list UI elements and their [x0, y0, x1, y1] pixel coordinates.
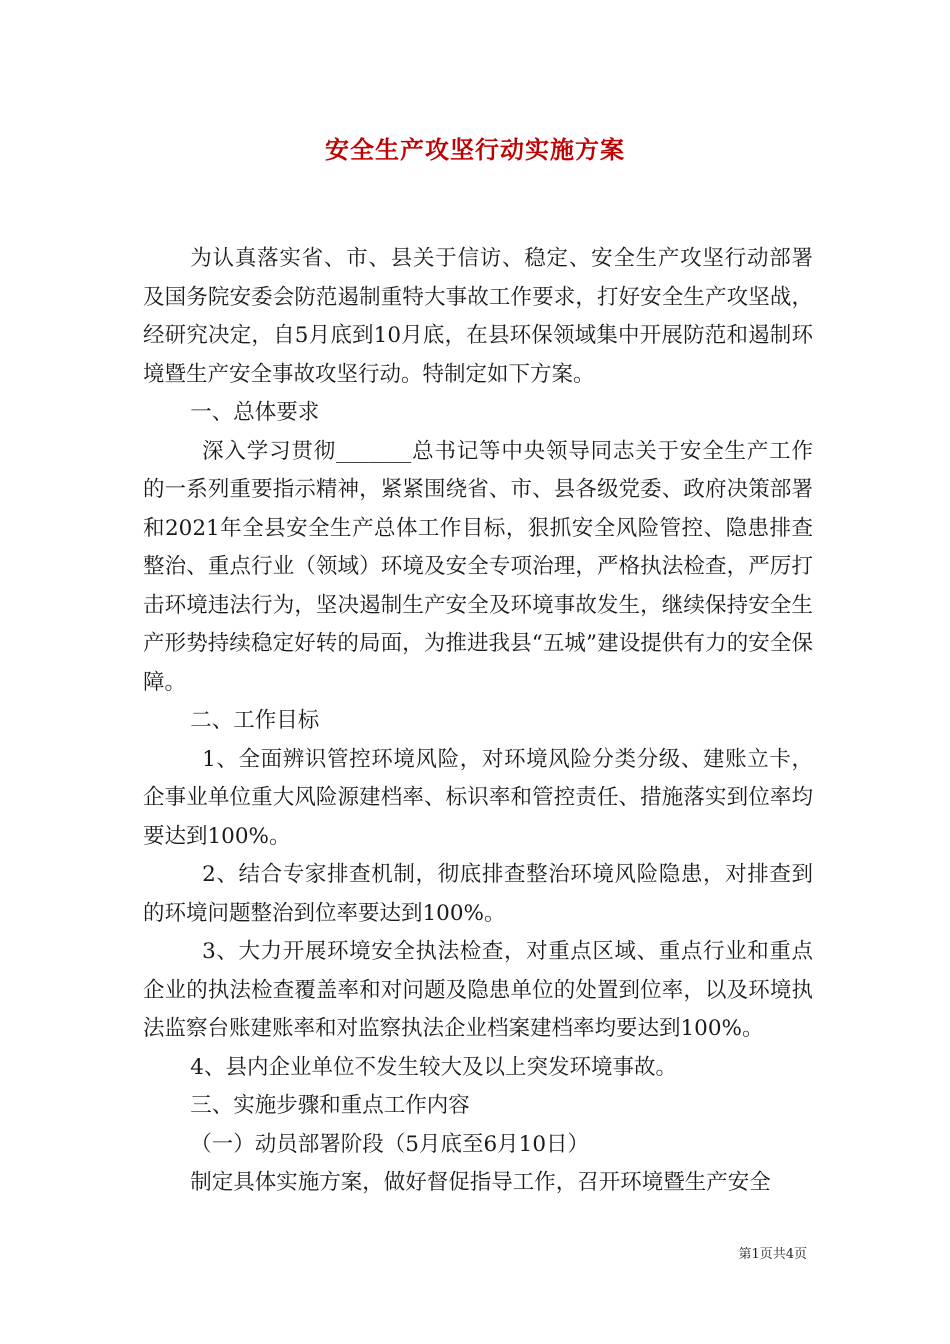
paragraph-goal-1: 1、全面辨识管控环境风险，对环境风险分类分级、建账立卡，企事业单位重大风险源建档率、标识率和管控责任、措施落实到位率均要达到100%。: [143, 746, 813, 849]
paragraph-mobilization: 制定具体实施方案，做好督促指导工作，召开环境暨生产安全: [190, 1170, 771, 1195]
paragraph-goal-3: 3、大力开展环境安全执法检查，对重点区域、重点行业和重点企业的执法检查覆盖率和对问题及隐患单位的处置到位率，以及环境执法监察台账建账率和对监察执法企业档案建档率均要达到100%。: [143, 939, 813, 1041]
paragraph-goal-2: 2、结合专家排查机制，彻底排查整治环境风险隐患，对排查到的环境问题整治到位率要达到100%。: [143, 862, 813, 926]
document-title: 安全生产攻坚行动实施方案: [325, 135, 625, 164]
subheading-mobilization-phase: （一）动员部署阶段（5月底至6月10日）: [190, 1131, 590, 1157]
paragraph-goal-4: 4、县内企业单位不发生较大及以上突发环境事故。: [190, 1054, 677, 1080]
page-indicator: 第1页共4页: [738, 1247, 807, 1262]
paragraph-intro: 为认真落实省、市、县关于信访、稳定、安全生产攻坚行动部署及国务院安委会防范遏制重特大事故工作要求，打好安全生产攻坚战，经研究决定，自5月底到10月底，在县环保领域集中开展防范和遏制环境暨生产安全事故攻坚行动。特制定如下方案。: [143, 246, 813, 387]
heading-general-requirements: 一、总体要求: [190, 400, 320, 425]
heading-work-goals: 二、工作目标: [190, 708, 320, 733]
document-body: [143, 240, 813, 1203]
paragraph-general-requirements: 深入学习贯彻_______总书记等中央领导同志关于安全生产工作的一系列重要指示精神，紧紧围绕省、市、县各级党委、政府决策部署和2021年全县安全生产总体工作目标，狠抓安全风险管控、隐患排查整治、重点行业（领域）环境及安全专项治理，严格执法检查，严厉打击环境违法行为，坚决遏制生产安全及环境事故发生，继续保持安全生产形势持续稳定好转的局面，为推进我县“五城”建设提供有力的安全保障。: [143, 438, 813, 695]
heading-implementation-steps: 三、实施步骤和重点工作内容: [190, 1093, 470, 1118]
